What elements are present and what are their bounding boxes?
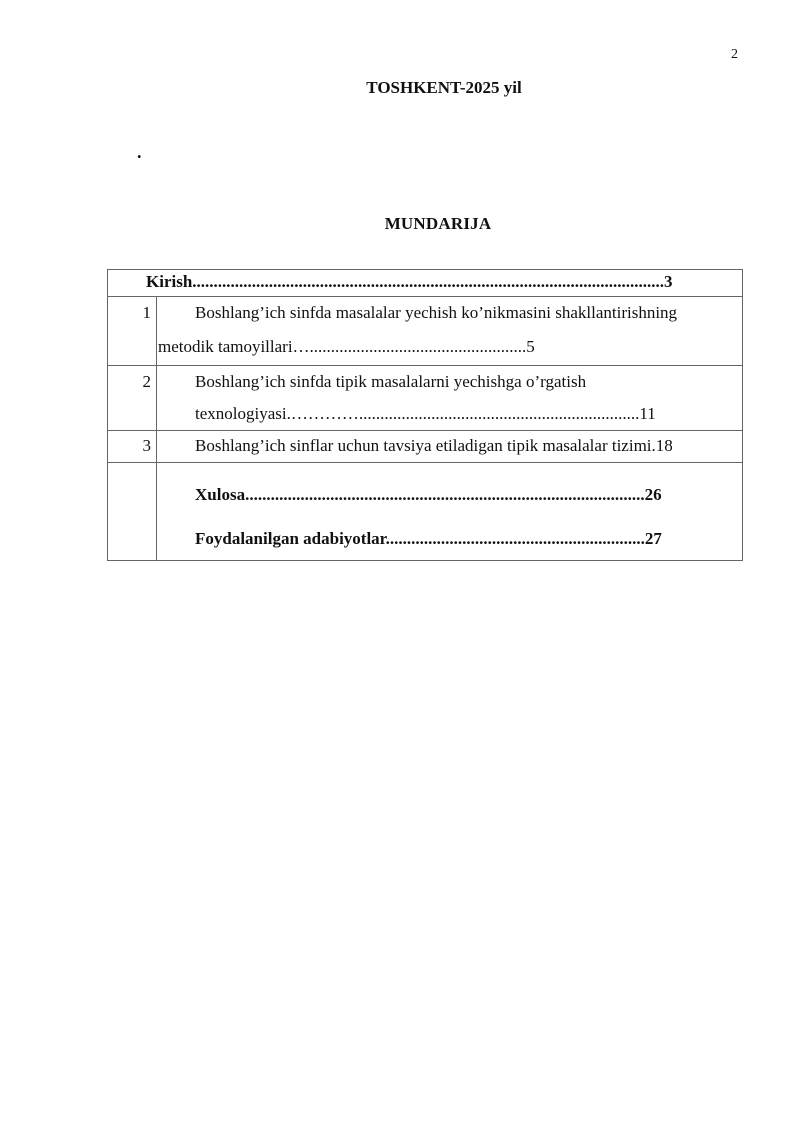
toc-heading: MUNDARIJA — [384, 214, 492, 233]
toc-border-right — [742, 269, 743, 561]
chapter-number: 1 — [142, 303, 151, 322]
chapter-title-line: Boshlang’ich sinflar uchun tavsiya etiladigan tipik masalalar tizimi.18 — [195, 436, 673, 455]
toc-border-bottom — [107, 560, 743, 561]
toc-divider — [107, 430, 743, 431]
chapter-title-line: Boshlang’ich sinfda masalalar yechish ko’nikmasini shakllantirishning — [195, 303, 678, 322]
toc-entry-intro: Kirish...............................................................................................................3 — [146, 272, 673, 291]
stray-mark: . — [137, 142, 142, 162]
chapter-title-line: metodik tamoyillari…...................................................5 — [158, 337, 535, 356]
toc-divider — [107, 296, 743, 297]
toc-entry-conclusion: Xulosa..............................................................................................26 — [195, 485, 662, 504]
toc-divider — [107, 365, 743, 366]
toc-entry-references: Foydalanilgan adabiyotlar.............................................................27 — [195, 529, 662, 548]
toc-column-divider — [156, 296, 157, 561]
chapter-title-line: texnologiyasi.…………..................................................................11 — [195, 404, 656, 423]
city-year-line: TOSHKENT-2025 yil — [366, 78, 522, 97]
page-number: 2 — [731, 47, 738, 62]
toc-border-top — [107, 269, 743, 270]
chapter-number: 3 — [142, 436, 151, 455]
toc-divider — [107, 462, 743, 463]
table-of-contents — [107, 269, 743, 561]
chapter-title-line: Boshlang’ich sinfda tipik masalalarni yechishga o’rgatish — [195, 372, 587, 391]
chapter-number: 2 — [142, 372, 151, 391]
